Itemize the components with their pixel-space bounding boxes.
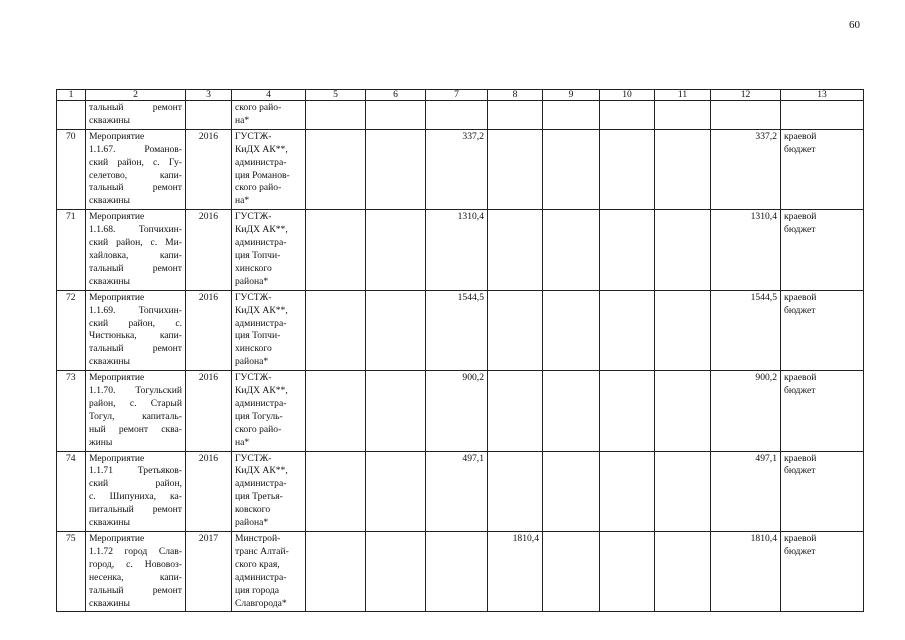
text-line: бюджет xyxy=(784,385,816,397)
cell-10 xyxy=(600,210,655,290)
text-line: на* xyxy=(235,436,250,448)
cell-12: 497,1 xyxy=(711,451,781,531)
column-header-8: 8 xyxy=(488,90,543,101)
column-header-4: 4 xyxy=(232,90,306,101)
text-line: тальный ремонт xyxy=(89,182,182,194)
column-header-7: 7 xyxy=(426,90,488,101)
text-line: скважины xyxy=(89,195,130,207)
text-line: селетово, капи- xyxy=(89,169,182,181)
cell-name xyxy=(86,129,186,209)
cell-10 xyxy=(600,101,655,130)
cell-10 xyxy=(600,451,655,531)
text-line: Славгорода* xyxy=(235,597,287,609)
text-line: ГУСТЖ- xyxy=(235,291,272,303)
column-header-13: 13 xyxy=(781,90,864,101)
cell-executor xyxy=(232,290,306,370)
cell-9 xyxy=(543,210,600,290)
text-line: тальный ремонт xyxy=(89,102,182,113)
text-line: ского райо- xyxy=(235,423,282,435)
cell-executor xyxy=(232,532,306,612)
text-line: 1.1.69. Топчихин- xyxy=(89,304,182,316)
cell-11 xyxy=(655,371,711,451)
cell-7: 337,2 xyxy=(426,129,488,209)
text-line: Минстрой- xyxy=(235,533,281,544)
cell-name xyxy=(86,210,186,290)
cell-num: 71 xyxy=(57,210,86,290)
text-line: Чистюнька, капи- xyxy=(89,330,182,342)
text-line: Мероприятие xyxy=(89,452,145,464)
cell-5 xyxy=(306,210,366,290)
text-line: администра- xyxy=(235,237,287,249)
text-line: администра- xyxy=(235,156,287,168)
cell-executor xyxy=(232,101,306,130)
cell-7: 1310,4 xyxy=(426,210,488,290)
text-line: ГУСТЖ- xyxy=(235,372,272,384)
table-row xyxy=(57,129,864,209)
cell-6 xyxy=(366,451,426,531)
cell-year: 2017 xyxy=(186,532,232,612)
cell-num: 72 xyxy=(57,290,86,370)
cell-7: 900,2 xyxy=(426,371,488,451)
cell-year: 2016 xyxy=(186,210,232,290)
text-line: 1.1.71 Третьяков- xyxy=(89,465,182,477)
text-line: района* xyxy=(235,356,269,368)
table-row xyxy=(57,210,864,290)
text-line: 1.1.70. Тогульский xyxy=(89,385,182,397)
column-header-11: 11 xyxy=(655,90,711,101)
text-line: ГУСТЖ- xyxy=(235,130,272,142)
cell-11 xyxy=(655,532,711,612)
cell-8 xyxy=(488,371,543,451)
text-line: администра- xyxy=(235,317,287,329)
column-header-9: 9 xyxy=(543,90,600,101)
text-line: 1.1.68. Топчихин- xyxy=(89,224,182,236)
cell-10 xyxy=(600,532,655,612)
cell-6 xyxy=(366,371,426,451)
cell-source xyxy=(781,532,864,612)
text-line: Мероприятие xyxy=(89,533,145,544)
cell-12: 1544,5 xyxy=(711,290,781,370)
cell-6 xyxy=(366,101,426,130)
cell-source xyxy=(781,451,864,531)
text-line: КиДХ АК**, xyxy=(235,143,288,155)
table-row xyxy=(57,290,864,370)
text-line: краевой xyxy=(784,291,817,303)
cell-6 xyxy=(366,210,426,290)
table-row xyxy=(57,532,864,612)
cell-name xyxy=(86,101,186,130)
text-line: скважины xyxy=(89,517,130,529)
text-line: бюджет xyxy=(784,304,816,316)
table-row xyxy=(57,451,864,531)
cell-12: 1810,4 xyxy=(711,532,781,612)
text-line: ского райо- xyxy=(235,182,282,194)
cell-num xyxy=(57,101,86,130)
text-line: краевой xyxy=(784,130,817,142)
program-table xyxy=(56,89,864,612)
cell-source xyxy=(781,290,864,370)
cell-11 xyxy=(655,451,711,531)
text-line: 1.1.72 город Слав- xyxy=(89,545,182,557)
cell-executor xyxy=(232,451,306,531)
column-header-1: 1 xyxy=(57,90,86,101)
text-line: транс Алтай- xyxy=(235,545,289,557)
cell-executor xyxy=(232,210,306,290)
column-header-12: 12 xyxy=(711,90,781,101)
text-line: ГУСТЖ- xyxy=(235,211,272,223)
text-line: на* xyxy=(235,114,250,126)
cell-source xyxy=(781,210,864,290)
cell-year: 2016 xyxy=(186,129,232,209)
text-line: краевой xyxy=(784,533,817,544)
cell-9 xyxy=(543,532,600,612)
text-line: бюджет xyxy=(784,143,816,155)
cell-9 xyxy=(543,129,600,209)
cell-5 xyxy=(306,532,366,612)
cell-11 xyxy=(655,101,711,130)
table-row xyxy=(57,371,864,451)
cell-num: 70 xyxy=(57,129,86,209)
column-header-10: 10 xyxy=(600,90,655,101)
text-line: КиДХ АК**, xyxy=(235,465,288,477)
text-line: с. Шипуниха, ка- xyxy=(89,491,182,503)
text-line: ция Топчи- xyxy=(235,330,281,342)
text-line: КиДХ АК**, xyxy=(235,304,288,316)
cell-5 xyxy=(306,129,366,209)
column-header-5: 5 xyxy=(306,90,366,101)
text-line: Мероприятие xyxy=(89,291,145,303)
text-line: скважины xyxy=(89,275,130,287)
cell-10 xyxy=(600,290,655,370)
text-line: бюджет xyxy=(784,545,816,557)
cell-12: 900,2 xyxy=(711,371,781,451)
cell-11 xyxy=(655,129,711,209)
text-line: скважины xyxy=(89,356,130,368)
cell-7: 1544,5 xyxy=(426,290,488,370)
cell-name xyxy=(86,451,186,531)
text-line: района* xyxy=(235,275,269,287)
text-line: краевой xyxy=(784,452,817,464)
text-line: ция города xyxy=(235,584,280,596)
table-body xyxy=(57,101,864,612)
text-line: администра- xyxy=(235,478,287,490)
text-line: ского края, xyxy=(235,558,280,570)
cell-executor xyxy=(232,129,306,209)
text-line: тальный ремонт xyxy=(89,262,182,274)
cell-8 xyxy=(488,101,543,130)
text-line: краевой xyxy=(784,211,817,223)
text-line: скважины xyxy=(89,114,130,126)
text-line: КиДХ АК**, xyxy=(235,224,288,236)
cell-source xyxy=(781,371,864,451)
cell-name xyxy=(86,290,186,370)
cell-num: 74 xyxy=(57,451,86,531)
cell-year: 2016 xyxy=(186,371,232,451)
cell-7: 497,1 xyxy=(426,451,488,531)
text-line: администра- xyxy=(235,397,287,409)
cell-10 xyxy=(600,371,655,451)
text-line: город, с. Нововоз- xyxy=(89,558,182,570)
text-line: краевой xyxy=(784,372,817,384)
cell-5 xyxy=(306,371,366,451)
text-line: скважины xyxy=(89,597,130,609)
column-header-6: 6 xyxy=(366,90,426,101)
header-row xyxy=(57,90,864,101)
cell-year xyxy=(186,101,232,130)
text-line: ция Романов- xyxy=(235,169,290,181)
text-line: ный ремонт сква- xyxy=(89,423,182,435)
cell-7 xyxy=(426,101,488,130)
cell-5 xyxy=(306,451,366,531)
text-line: несенка, капи- xyxy=(89,571,182,583)
text-line: хинского xyxy=(235,343,272,355)
text-line: район, с. Старый xyxy=(89,397,182,409)
text-line: ция Третья- xyxy=(235,491,283,503)
column-header-3: 3 xyxy=(186,90,232,101)
cell-9 xyxy=(543,101,600,130)
text-line: жины xyxy=(89,436,113,448)
text-line: Тогул, капиталь- xyxy=(89,410,182,422)
text-line: хайловка, капи- xyxy=(89,249,182,261)
cell-11 xyxy=(655,290,711,370)
text-line: ковского xyxy=(235,504,271,516)
text-line: ский район, xyxy=(89,478,182,490)
text-line: ция Тогуль- xyxy=(235,410,283,422)
cell-num: 73 xyxy=(57,371,86,451)
text-line: администра- xyxy=(235,571,287,583)
page-number: 60 xyxy=(849,19,860,31)
cell-num: 75 xyxy=(57,532,86,612)
cell-7 xyxy=(426,532,488,612)
text-line: на* xyxy=(235,195,250,207)
cell-source xyxy=(781,101,864,130)
cell-8 xyxy=(488,210,543,290)
text-line: бюджет xyxy=(784,224,816,236)
cell-8 xyxy=(488,129,543,209)
cell-5 xyxy=(306,101,366,130)
cell-11 xyxy=(655,210,711,290)
cell-9 xyxy=(543,371,600,451)
text-line: ский район, с. xyxy=(89,317,182,329)
cell-9 xyxy=(543,451,600,531)
text-line: ГУСТЖ- xyxy=(235,452,272,464)
cell-source xyxy=(781,129,864,209)
text-line: района* xyxy=(235,517,269,529)
text-line: 1.1.67. Романов- xyxy=(89,143,182,155)
text-line: Мероприятие xyxy=(89,130,145,142)
text-line: тальный ремонт xyxy=(89,343,182,355)
cell-6 xyxy=(366,129,426,209)
cell-name xyxy=(86,532,186,612)
cell-12: 1310,4 xyxy=(711,210,781,290)
continuation-row xyxy=(57,101,864,130)
cell-year: 2016 xyxy=(186,290,232,370)
text-line: тальный ремонт xyxy=(89,584,182,596)
text-line: питальный ремонт xyxy=(89,504,182,516)
cell-9 xyxy=(543,290,600,370)
cell-executor xyxy=(232,371,306,451)
cell-5 xyxy=(306,290,366,370)
cell-12 xyxy=(711,101,781,130)
text-line: Мероприятие xyxy=(89,211,145,223)
cell-year: 2016 xyxy=(186,451,232,531)
cell-8: 1810,4 xyxy=(488,532,543,612)
cell-8 xyxy=(488,290,543,370)
cell-name xyxy=(86,371,186,451)
text-line: КиДХ АК**, xyxy=(235,385,288,397)
cell-12: 337,2 xyxy=(711,129,781,209)
text-line: ция Топчи- xyxy=(235,249,281,261)
cell-10 xyxy=(600,129,655,209)
cell-8 xyxy=(488,451,543,531)
text-line: Мероприятие xyxy=(89,372,145,384)
text-line: бюджет xyxy=(784,465,816,477)
text-line: ский район, с. Ми- xyxy=(89,237,182,249)
column-header-2: 2 xyxy=(86,90,186,101)
text-line: ского райо- xyxy=(235,102,282,113)
cell-6 xyxy=(366,290,426,370)
cell-6 xyxy=(366,532,426,612)
text-line: хинского xyxy=(235,262,272,274)
text-line: ский район, с. Гу- xyxy=(89,156,182,168)
